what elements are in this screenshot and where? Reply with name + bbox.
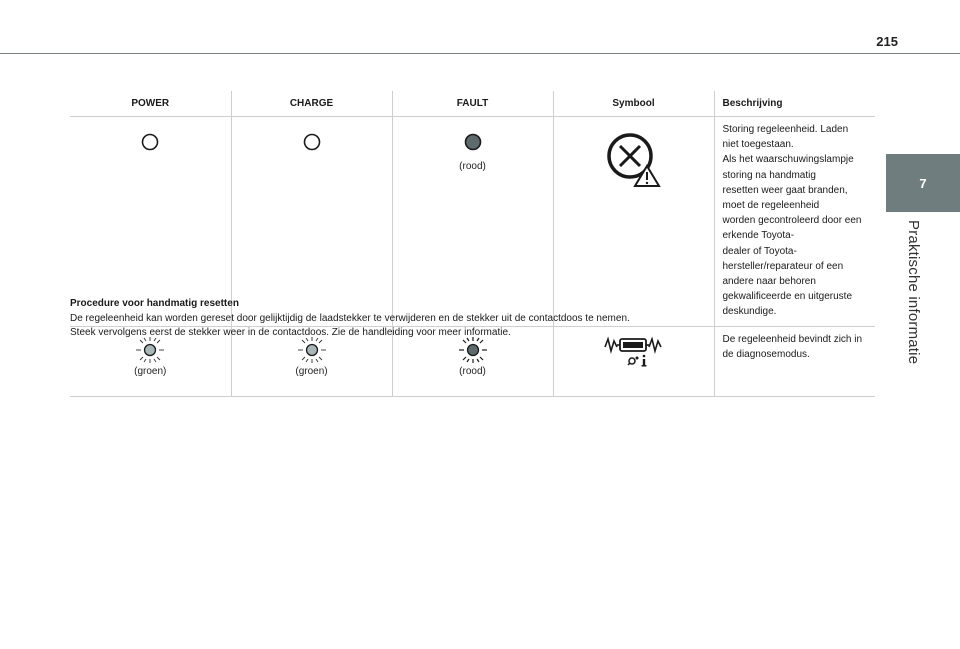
description-cell (714, 117, 875, 327)
chapter-tab[interactable] (886, 154, 960, 212)
indicator-status-table (70, 91, 875, 397)
power-led-off-icon (139, 131, 161, 153)
charge-led-label: (groen) (295, 365, 328, 377)
charge-led-off-icon (301, 131, 323, 153)
power-led-label: (groen) (134, 365, 167, 377)
description-line: andere naar behoren gekwalificeerde en uitgeruste (722, 276, 853, 303)
column-header-fault: FAULT (392, 91, 553, 117)
reset-procedure (70, 297, 875, 341)
fault-cross-warning-icon (603, 129, 665, 191)
description-line: resetten weer gaat branden, moet de regeleenheid (722, 184, 848, 212)
fault-led-label: (rood) (459, 161, 486, 172)
chapter-number: 7 (919, 175, 927, 191)
procedure-line: Steek vervolgens eerst de stekker weer in de contactdoos. Zie de handleiding voor meer informatie. (70, 327, 511, 338)
procedure-title: Procedure voor handmatig resetten (70, 298, 239, 309)
column-header-symbol: Symbool (553, 91, 714, 117)
description-line: Als het waarschuwingslampje storing na handmatig (722, 154, 854, 181)
description-line: De regeleenheid bevindt zich in de diagnosemodus. (722, 333, 863, 360)
procedure-line: De regeleenheid kan worden gereset door gelijktijdig de laadstekker te verwijderen en de stekker uit de contactdoos te nemen. (70, 312, 630, 324)
description-line: deskundige. (722, 306, 777, 318)
column-header-description: Beschrijving (714, 91, 875, 117)
power-cell (70, 117, 231, 327)
column-header-charge: CHARGE (231, 91, 392, 117)
header-divider (0, 53, 960, 54)
description-line: worden gecontroleerd door een erkende Toyota- (722, 215, 862, 242)
column-header-power: POWER (70, 91, 231, 117)
charge-cell (231, 117, 392, 327)
fault-led-label: (rood) (459, 365, 486, 377)
symbol-cell (553, 117, 714, 327)
table-row (70, 117, 875, 327)
fault-led-on-icon (462, 131, 484, 153)
description-line: dealer of Toyota-hersteller/reparateur of een (722, 245, 844, 272)
page-number: 215 (876, 34, 898, 49)
chapter-title: Praktische informatie (905, 220, 922, 365)
description-line: Storing regeleenheid. Laden niet toegestaan. (722, 124, 849, 151)
fault-cell (392, 117, 553, 327)
table-header-row (70, 91, 875, 117)
